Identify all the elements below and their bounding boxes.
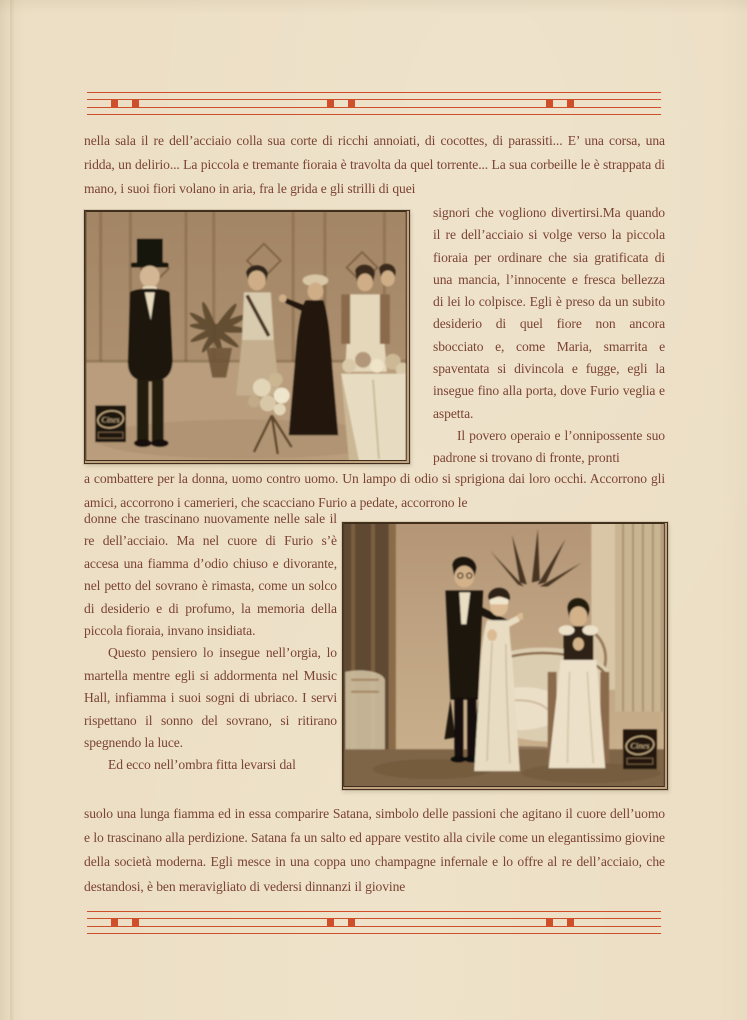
paragraph: nella sala il re dell’acciaio colla sua corte di ricchi annoiati, di cocottes, di parassiti... E’ una corsa, una ridda, un delirio... La piccola e tremante fioraia è travolta da quel torrente... La sua corbeille le è strappata di mano, i suoi fiori volano in aria, fra le grida e gli strilli di quei <box>84 133 665 197</box>
photo2-panelling <box>343 523 396 787</box>
ornament-double-rule <box>87 92 661 100</box>
ornament-squares-row <box>87 919 661 926</box>
ornament-band-bottom <box>87 911 661 930</box>
ornament-double-rule <box>87 107 661 115</box>
body-text-full-width <box>84 467 665 514</box>
paragraph: suolo una lunga fiamma ed in essa comparire Satana, simbolo delle passioni che agitano il cuore dell’uomo e lo trascinano alla perdizione. Satana fa un salto ed appare vestito alla civile come un elegantissimo giovine della società moderna. Egli mesce in una coppa uno champagne infernale e lo offre al re dell’acciaio, che destandosi, è ben meravigliato di vedersi dinnanzi il giovine <box>84 806 665 894</box>
ornament-double-rule <box>87 911 661 919</box>
body-text-intro <box>84 129 665 202</box>
body-text-right-column <box>433 202 665 470</box>
paragraph: signori che vogliono divertirsi.Ma quando il re dell’acciaio si volge verso la piccola fioraia per ordinare che sia gratificata di una mancia, l’innocente e fresca bellezza di lei lo colpisce. Egli è preso da un subito desiderio di quel fiore non ancora sbocciato e, come Maria, smarrita e spaventata si divincola e fugge, egli la insegue fino alla porta, dove Furio veglia e aspetta. <box>433 205 665 421</box>
ornament-band-top <box>87 92 661 111</box>
paragraph: donne che trascinano nuovamente nelle sale il re dell’acciaio. Ma nel cuore di Furio s’è accesa una fiamma d’odio chiuso e divorante, nel petto del sovrano è rimasta, come un solco di desiderio e di profumo, la memoria della piccola fioraia, invano insidiata. <box>84 511 337 639</box>
production-logo-badge <box>95 405 126 442</box>
paragraph: Il povero operaio e l’onnipossente suo padrone si trovano di fronte, pronti <box>433 427 665 466</box>
logo-text: Cines <box>630 740 650 751</box>
production-logo-badge <box>623 729 657 769</box>
paragraph: Questo pensiero lo insegue nell’orgia, lo martella mentre egli si addormenta nel Music Hall, infiamma i suoi sogni di ubriaco. I servi rispettano il sonno del sovrano, si ritirano spegnendo la luce. <box>84 645 337 751</box>
film-still-photo-2 <box>342 522 668 790</box>
paragraph: a combattere per la donna, uomo contro uomo. Un lampo di odio si sprigiona dai loro occhi. Accorrono gli amici, accorrono i camerieri, che scacciano Furio a pedate, accorrono le <box>84 471 665 510</box>
logo-text: Cines <box>101 415 120 425</box>
paragraph: Ed ecco nell’ombra fitta levarsi dal <box>108 757 296 773</box>
body-text-left-column <box>84 508 337 777</box>
film-still-photo-1 <box>84 210 410 464</box>
ornament-double-rule <box>87 926 661 934</box>
body-text-bottom <box>84 802 665 899</box>
ornament-squares-row <box>87 100 661 107</box>
